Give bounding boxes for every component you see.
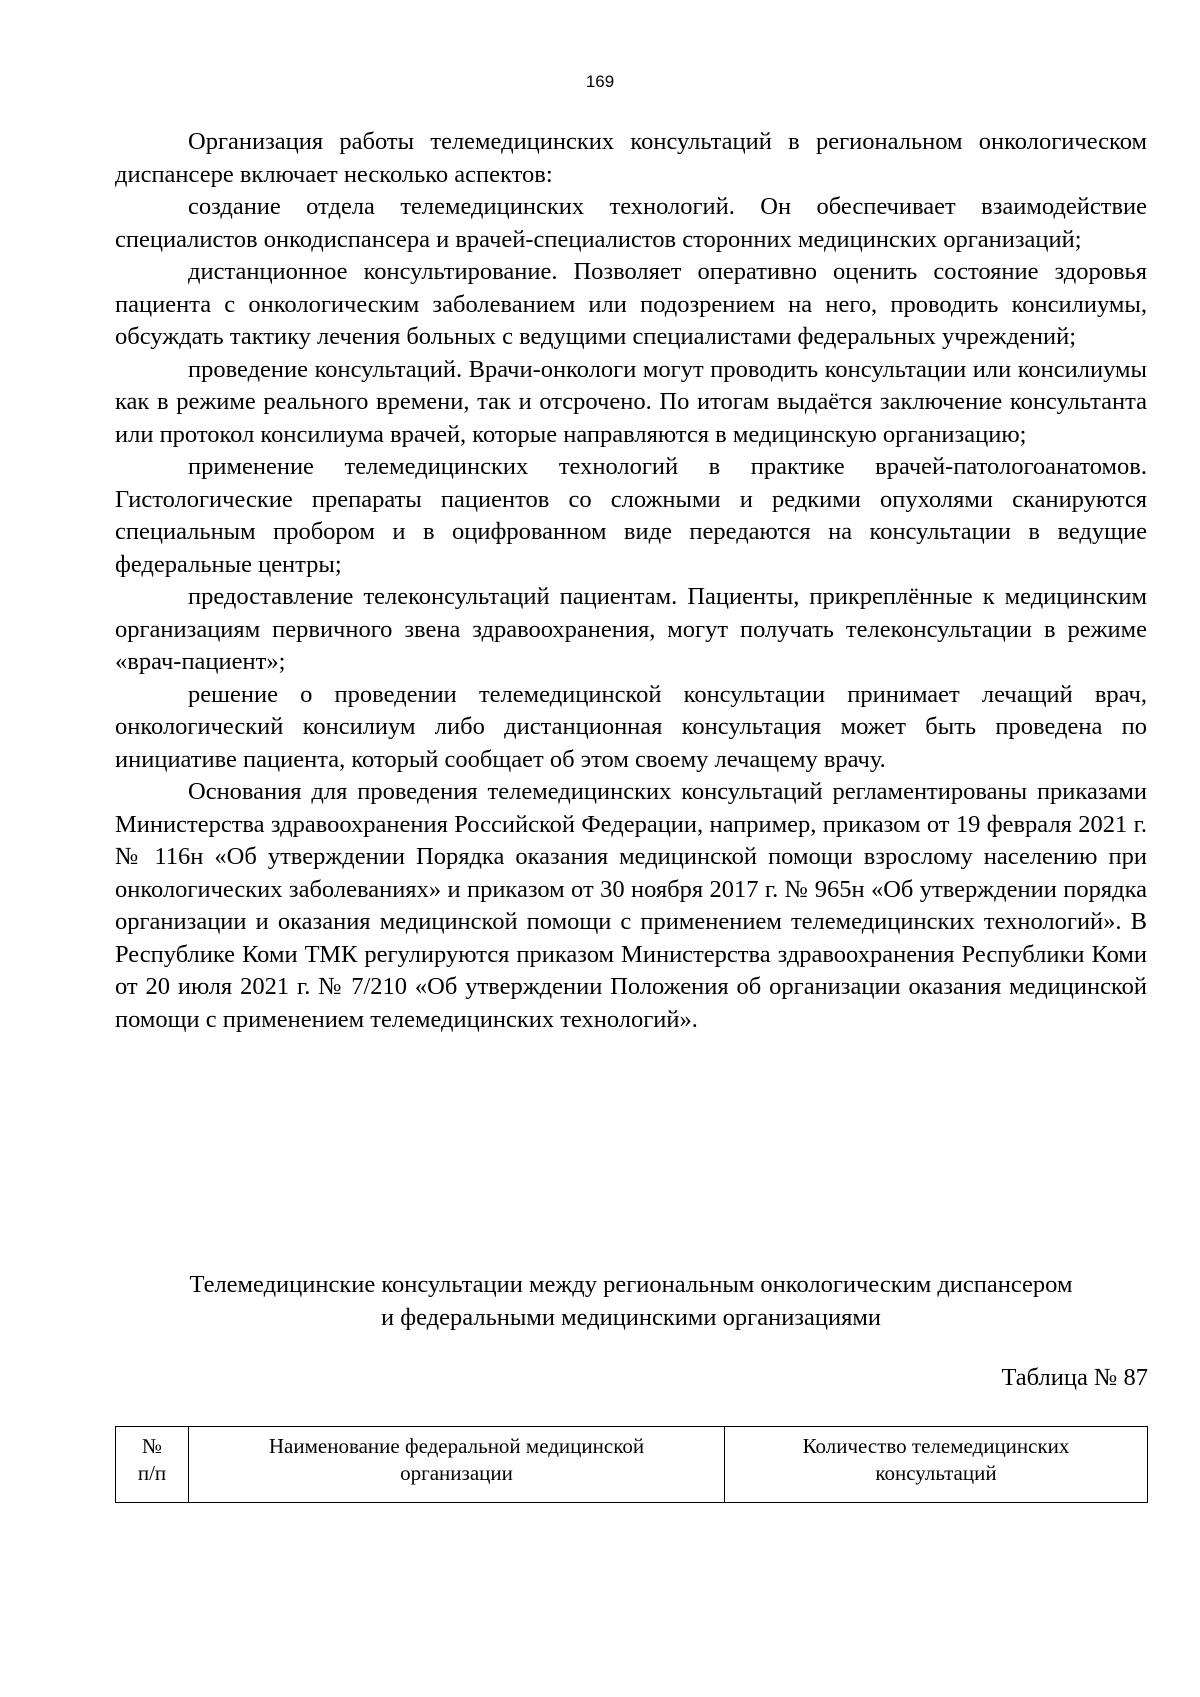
header-number-line-2: п/п	[137, 1461, 167, 1485]
consultations-table	[115, 1426, 1148, 1503]
paragraph-department: создание отдела телемедицинских технологий. Он обеспечивает взаимодействие специалистов онкодиспансера и врачей-специалистов сторонних медицинских организаций;	[115, 193, 1147, 253]
table-caption-line-1: Телемедицинские консультации между региональным онкологическим диспансером	[189, 1271, 1073, 1298]
table-header-row	[116, 1427, 1148, 1503]
header-organization-line-1: Наименование федеральной медицинской	[268, 1434, 645, 1458]
paragraph-decision: решение о проведении телемедицинской консультации принимает лечащий врач, онкологический консилиум либо дистанционная консультация может быть проведена по инициативе пациента, который сообщает об этом своему лечащему врачу.	[115, 680, 1147, 773]
paragraph-intro: Организация работы телемедицинских консультаций в региональном онкологическом диспансере включает несколько аспектов:	[115, 128, 1147, 188]
paragraph-patient-teleconsultations: предоставление телеконсультаций пациентам. Пациенты, прикреплённые к медицинским организациям первичного звена здравоохранения, могут получать телеконсультации в режиме «врач-пациент»;	[115, 583, 1147, 675]
header-count-line-2: консультаций	[875, 1461, 997, 1485]
table-caption-line-2: и федеральными медицинскими организациями	[381, 1303, 881, 1331]
paragraph-pathology: применение телемедицинских технологий в практике врачей-патологоанатомов. Гистологические препараты пациентов со сложными и редкими опухолями сканируются специальным пробором и в оцифрованном виде передаются на консультации в ведущие федеральные центры;	[115, 453, 1147, 578]
page-number: 169	[585, 72, 615, 91]
header-count-line-1: Количество телемедицинских	[802, 1434, 1070, 1458]
body-text	[115, 126, 1147, 1036]
header-consultation-count	[725, 1427, 1148, 1503]
header-number	[116, 1427, 189, 1503]
table-number-label: Таблица № 87	[1001, 1364, 1148, 1391]
header-organization-name	[189, 1427, 725, 1503]
paragraph-remote-consulting: дистанционное консультирование. Позволяет оперативно оценить состояние здоровья пациента с онкологическим заболеванием или подозрением на него, проводить консилиумы, обсуждать тактику лечения больных с ведущими специалистами федеральных учреждений;	[115, 258, 1147, 350]
table-caption	[115, 1269, 1147, 1334]
header-organization-line-2: организации	[400, 1461, 513, 1485]
header-number-line-1: №	[141, 1434, 163, 1458]
paragraph-consultations: проведение консультаций. Врачи-онкологи могут проводить консультации или консилиумы как в режиме реального времени, так и отсрочено. По итогам выдаётся заключение консультанта или протокол консилиума врачей, которые направляются в медицинскую организацию;	[115, 355, 1147, 448]
paragraph-legal-basis: Основания для проведения телемедицинских консультаций регламентированы приказами Министерства здравоохранения Российской Федерации, например, приказом от 19 февраля 2021 г. № 116н «Об утверждении Порядка оказания медицинской помощи взрослому населению при онкологических заболеваниях» и приказом от 30 ноября 2017 г. № 965н «Об утверждении порядка организации и оказания медицинской помощи с применением телемедицинских технологий». В Республике Коми ТМК регулируются приказом Министерства здравоохранения Республики Коми от 20 июля 2021 г. № 7/210 «Об утверждении Положения об организации оказания медицинской помощи с применением телемедицинских технологий».	[115, 778, 1147, 1033]
